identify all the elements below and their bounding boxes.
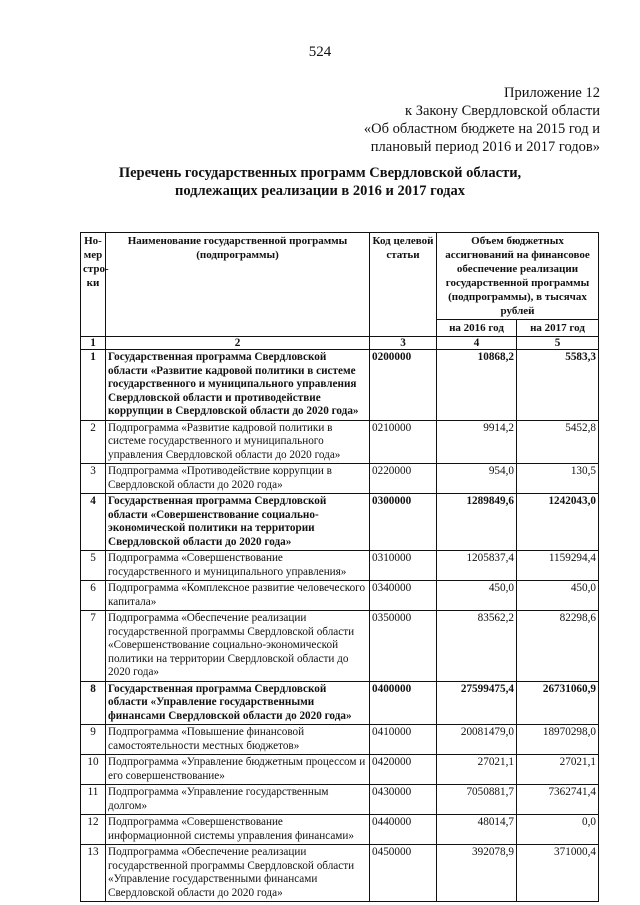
target-code: 0210000 xyxy=(370,420,437,464)
budget-2016: 48014,7 xyxy=(437,815,517,845)
target-code: 0350000 xyxy=(370,611,437,682)
table-row xyxy=(81,494,599,551)
column-number: 3 xyxy=(370,337,437,350)
budget-2017: 371000,4 xyxy=(517,845,599,902)
program-name: Подпрограмма «Развитие кадровой политики в системе государственного и муниципального управления Свердловской области до 2020 года» xyxy=(106,420,370,464)
table-body xyxy=(81,337,599,902)
budget-2016: 1289849,6 xyxy=(437,494,517,551)
program-name: Подпрограмма «Комплексное развитие человеческого капитала» xyxy=(106,581,370,611)
program-name: Государственная программа Свердловской области «Развитие кадровой политики в системе государственного и муниципального управления Свердловской области и противодействие коррупции в Свердловской области до 2020 года» xyxy=(106,350,370,421)
program-name: Подпрограмма «Управление бюджетным процессом и его совершенствование» xyxy=(106,755,370,785)
budget-2017: 82298,6 xyxy=(517,611,599,682)
table-row xyxy=(81,420,599,464)
target-code: 0420000 xyxy=(370,755,437,785)
budget-2016: 83562,2 xyxy=(437,611,517,682)
target-code: 0400000 xyxy=(370,681,437,725)
table-row xyxy=(81,725,599,755)
budget-2017: 1242043,0 xyxy=(517,494,599,551)
title-line-1: Перечень государственных программ Свердловской области, xyxy=(118,165,522,181)
target-code: 0310000 xyxy=(370,551,437,581)
budget-2017: 450,0 xyxy=(517,581,599,611)
budget-2016: 27599475,4 xyxy=(437,681,517,725)
budget-2017: 18970298,0 xyxy=(517,725,599,755)
column-number: 1 xyxy=(81,337,106,350)
column-number: 2 xyxy=(106,337,370,350)
row-number: 13 xyxy=(81,845,106,902)
table-row xyxy=(81,350,599,421)
budget-2016: 7050881,7 xyxy=(437,785,517,815)
row-number: 7 xyxy=(81,611,106,682)
appendix-line: плановый период 2016 и 2017 годов» xyxy=(370,139,600,155)
column-number: 5 xyxy=(517,337,599,350)
row-number: 6 xyxy=(81,581,106,611)
budget-2017: 0,0 xyxy=(517,815,599,845)
appendix-line: «Об областном бюджете на 2015 год и xyxy=(363,121,600,137)
table-row xyxy=(81,845,599,902)
budget-2017: 7362741,4 xyxy=(517,785,599,815)
document-title xyxy=(0,164,640,200)
row-number: 2 xyxy=(81,420,106,464)
column-number: 4 xyxy=(437,337,517,350)
table-row xyxy=(81,755,599,785)
table-row xyxy=(81,815,599,845)
header-program-name: Наименование государственной программы (подпрограммы) xyxy=(106,233,370,337)
target-code: 0450000 xyxy=(370,845,437,902)
budget-2017: 27021,1 xyxy=(517,755,599,785)
budget-2017: 5452,8 xyxy=(517,420,599,464)
budget-2016: 9914,2 xyxy=(437,420,517,464)
target-code: 0340000 xyxy=(370,581,437,611)
program-name: Подпрограмма «Управление государственным долгом» xyxy=(106,785,370,815)
table-row xyxy=(81,551,599,581)
appendix-line: Приложение 12 xyxy=(504,85,600,101)
table-row xyxy=(81,611,599,682)
budget-2016: 392078,9 xyxy=(437,845,517,902)
budget-2017: 5583,3 xyxy=(517,350,599,421)
budget-2016: 27021,1 xyxy=(437,755,517,785)
row-number: 11 xyxy=(81,785,106,815)
appendix-note xyxy=(364,84,600,156)
row-number: 1 xyxy=(81,350,106,421)
budget-2016: 10868,2 xyxy=(437,350,517,421)
table-row xyxy=(81,785,599,815)
row-number: 3 xyxy=(81,464,106,494)
header-year-2016: на 2016 год xyxy=(437,320,517,337)
program-name: Подпрограмма «Повышение финансовой самостоятельности местных бюджетов» xyxy=(106,725,370,755)
programs-table xyxy=(80,232,599,902)
target-code: 0430000 xyxy=(370,785,437,815)
target-code: 0440000 xyxy=(370,815,437,845)
budget-2016: 450,0 xyxy=(437,581,517,611)
program-name: Государственная программа Свердловской области «Управление государственными финансами Свердловской области до 2020 года» xyxy=(106,681,370,725)
row-number: 9 xyxy=(81,725,106,755)
header-row-number: Но-мер стро-ки xyxy=(81,233,106,337)
header-row xyxy=(81,233,599,320)
header-budget-volume: Объем бюджетных ассигнований на финансовое обеспечение реализации государственной программы (подпрограммы), в тысячах рублей xyxy=(437,233,599,320)
budget-2016: 1205837,4 xyxy=(437,551,517,581)
target-code: 0220000 xyxy=(370,464,437,494)
budget-2017: 26731060,9 xyxy=(517,681,599,725)
target-code: 0200000 xyxy=(370,350,437,421)
page-number: 524 xyxy=(308,44,332,60)
program-name: Подпрограмма «Совершенствование информационной системы управления финансами» xyxy=(106,815,370,845)
budget-2017: 130,5 xyxy=(517,464,599,494)
table-row xyxy=(81,464,599,494)
table-row xyxy=(81,681,599,725)
row-number: 10 xyxy=(81,755,106,785)
header-target-code: Код целевой статьи xyxy=(370,233,437,337)
appendix-line: к Закону Свердловской области xyxy=(405,103,600,119)
budget-2016: 954,0 xyxy=(437,464,517,494)
row-number: 5 xyxy=(81,551,106,581)
program-name: Подпрограмма «Обеспечение реализации государственной программы Свердловской области «Управление государственными финансами Свердловской области до 2020 года» xyxy=(106,845,370,902)
program-name: Государственная программа Свердловской области «Совершенствование социально-экономической политики на территории Свердловской области до 2020 года» xyxy=(106,494,370,551)
program-name: Подпрограмма «Противодействие коррупции в Свердловской области до 2020 года» xyxy=(106,464,370,494)
row-number: 4 xyxy=(81,494,106,551)
title-line-2: подлежащих реализации в 2016 и 2017 годах xyxy=(174,183,466,199)
budget-2017: 1159294,4 xyxy=(517,551,599,581)
budget-2016: 20081479,0 xyxy=(437,725,517,755)
table-row xyxy=(81,581,599,611)
target-code: 0410000 xyxy=(370,725,437,755)
program-name: Подпрограмма «Обеспечение реализации государственной программы Свердловской области «Совершенствование социально-экономической политики на территории Свердловской области до 2020 года» xyxy=(106,611,370,682)
target-code: 0300000 xyxy=(370,494,437,551)
column-numbers-row xyxy=(81,337,599,350)
program-name: Подпрограмма «Совершенствование государственного и муниципального управления» xyxy=(106,551,370,581)
header-year-2017: на 2017 год xyxy=(517,320,599,337)
row-number: 8 xyxy=(81,681,106,725)
row-number: 12 xyxy=(81,815,106,845)
